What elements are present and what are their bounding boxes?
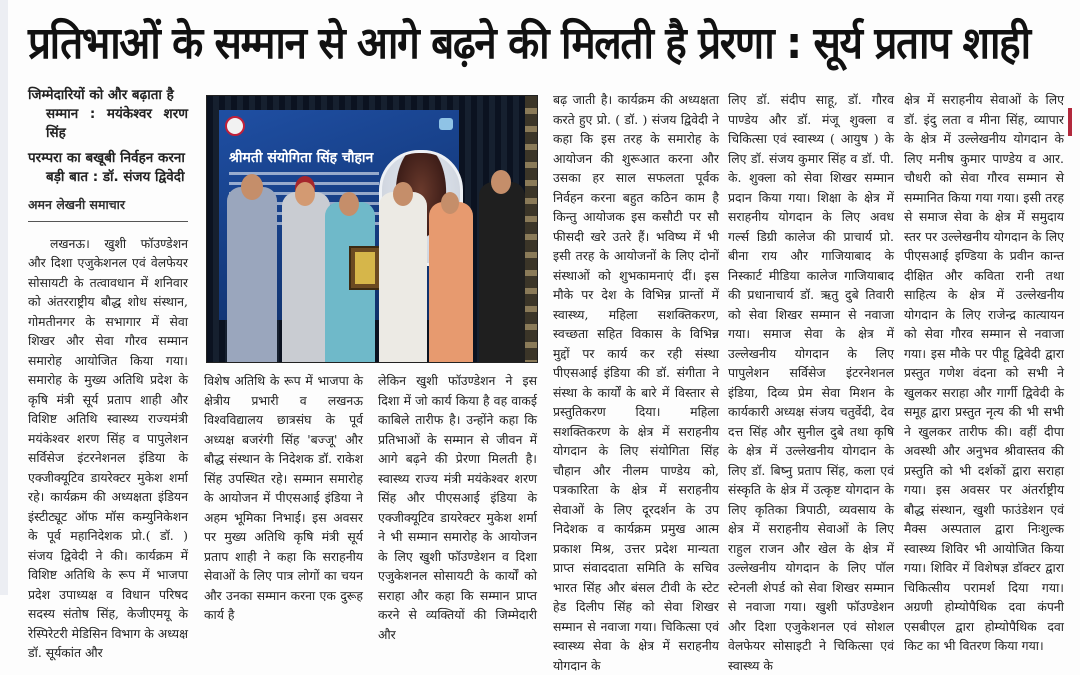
event-photo bbox=[206, 95, 538, 363]
headline: प्रतिभाओं के सम्मान से आगे बढ़ने की मिलती है प्रेरणा : सूर्य प्रताप शाही bbox=[28, 18, 1030, 69]
award-plaque bbox=[349, 246, 381, 290]
column-6 bbox=[904, 90, 1064, 656]
person-4-head bbox=[393, 182, 413, 206]
banner-title: श्रीमती संयोगिता सिंह चौहान bbox=[229, 150, 374, 166]
article-text-col3: लेकिन खुशी फॉउण्डेशन ने इस दिशा में जो कार्य किया है वह वाकई काबिले तारीफ है। उन्होंने कहा कि प्रतिभाओं के सम्मान से जीवन में आगे बढ़ने की प्रेरणा मिलती है। स्वास्थ्य राज्य मंत्री मयंकेश्वर शरण सिंह और पीएसआई इंडिया के एक्जीक्यूटिव डायरेक्टर मुकेश शर्मा ने भी सम्मान समारोह के आयोजन के लिए खुशी फॉउण्डेशन व दिशा एजुकेशनल सोसायटी के कार्यों को सराहा और कहा कि सम्मान प्राप्त करने से व्यक्तियों की जिम्मेदारी और bbox=[378, 373, 537, 642]
person-2 bbox=[282, 192, 330, 362]
person-3-head bbox=[339, 192, 359, 216]
subheading-1 bbox=[28, 86, 188, 143]
subheading-1-line2: सम्मान : मयंकेश्वर शरण सिंह bbox=[46, 106, 188, 141]
article-text-col6: क्षेत्र में सराहनीय सेवाओं के लिए डॉ. इंदु लता व मीना सिंह, व्यापार के क्षेत्र में उल्लेखनीय योगदान के लिए मनीष कुमार पाण्डेय व आर. चौधरी को सेवा गौरव सम्मान से सम्मानित किया गया गया। इसी तरह से समाज सेवा के क्षेत्र में समुदाय स्तर पर उल्लेखनीय योगदान के लिए पीएसआई इण्डिया के प्रवीन कान्त दीक्षित और कविता रानी तथा साहित्य के क्षेत्र में उल्लेखनीय योगदान के लिए राजेन्द्र कात्यायन को सेवा गौरव सम्मान से नवाजा गया। इस मौके पर पीहू द्विवेदी द्वारा प्रस्तुत गणेश वंदना को सभी ने खुलकर सराहा और गार्गी द्विवेदी के समूह द्वारा प्रस्तुत नृत्य की भी सभी ने खुलकर तारीफ की। वहीं दीपा अवस्थी और अनुभव श्रीवास्तव की प्रस्तुति को भी दर्शकों द्वारा सराहा गया। इस अवसर पर अंतर्राष्ट्रीय बौद्ध संस्थान, खुशी फाउंडेशन एवं मैक्स अस्पताल द्वारा निःशुल्क स्वास्थ्य शिविर भी आयोजित किया गया। शिविर में विशेषज्ञ डॉक्टर द्वारा चिकित्सीय परामर्श दिया गया। अग्रणी होम्योपैथिक दवा कंपनी एसबीएल द्वारा होम्योपैथिक दवा किट का भी वितरण किया गया। bbox=[904, 92, 1064, 653]
subheading-2 bbox=[28, 149, 188, 187]
adjacent-article-edge bbox=[1068, 108, 1072, 136]
column-3 bbox=[378, 371, 537, 644]
column-1 bbox=[28, 86, 188, 663]
person-6-head bbox=[491, 170, 511, 194]
person-5-head bbox=[441, 192, 459, 214]
person-2-head bbox=[295, 182, 315, 206]
subheading-2-line2: बड़ी बात : डॉ. संजय द्विवेदी bbox=[46, 169, 185, 185]
page-edge bbox=[0, 0, 8, 595]
stage-side bbox=[525, 96, 537, 362]
institute-logo-icon bbox=[439, 118, 453, 130]
article-text-col4: बढ़ जाती है। कार्यक्रम की अध्यक्षता करते हुए प्रो. ( डॉ. ) संजय द्विवेदी ने कहा कि इस तरह के समारोह के आयोजन की शुरूआत करना और उसका हर साल सफलता पूर्वक निर्वहन करना बहुत कठिन काम है किन्तु आयोजक इस कसौटी पर सौ फीसदी खरे उतरे हैं। भविष्य में भी इसी तरह के आयोजनों के लिए दोनों संस्थाओं को शुभकामनाएं दीं। इस मौके पर देश के विभिन्न प्रान्तों में स्वास्थ्य, महिला सशक्तिकरण, स्वच्छता सहित विकास के विभिन्न मुद्दों पर कार्य कर रही संस्था पीएसआई इंडिया की डॉ. संगीता ने संस्था के कार्यों के बारे में विस्तार से प्रस्तुतिकरण दिया। महिला सशक्तिकरण के क्षेत्र में सराहनीय योगदान के लिए संयोगिता सिंह चौहान और नीलम पाण्डेय को, पत्रकारिता के क्षेत्र में सराहनीय सेवाओं के लिए दूरदर्शन के उप निदेशक व कार्यक्रम प्रमुख आत्म प्रकाश मिश्र, उत्तर प्रदेश मान्यता प्राप्त संवाददाता समिति के सचिव भारत सिंह और बंसल टीवी के स्टेट हेड दिलीप सिंह को सेवा शिखर सम्मान से नवाजा गया। चिकित्सा एवं स्वास्थ्य सेवा के क्षेत्र में सराहनीय योगदान के bbox=[553, 92, 719, 673]
person-1 bbox=[227, 187, 277, 362]
byline: अमन लेखनी समाचार bbox=[28, 195, 188, 222]
column-5 bbox=[728, 90, 894, 675]
organization-logo-icon bbox=[225, 116, 245, 136]
person-1-head bbox=[241, 174, 263, 200]
subheading-2-line1: परम्परा का बखूबी निर्वहन करना bbox=[28, 150, 185, 166]
article-text-col2: विशेष अतिथि के रूप में भाजपा के क्षेत्रीय प्रभारी व लखनऊ विश्वविद्यालय छात्रसंघ के पूर्व अध्यक्ष बजरंगी सिंह 'बज्जू' और बौद्ध संस्थान के निदेशक डॉ. राकेश सिंह उपस्थित रहे। सम्मान समारोह के आयोजन में पीएसआई इंडिया ने अहम भूमिका निभाई। इस अवसर पर मुख्य अतिथि कृषि मंत्री सूर्य प्रताप शाही ने कहा कि सराहनीय सेवाओं के लिए पात्र लोगों का चयन और उनका सम्मान करना एक दुरूह कार्य है bbox=[204, 373, 363, 622]
article-text-col1: लखनऊ। खुशी फॉउण्डेशन और दिशा एजुकेशनल एवं वेलफेयर सोसायटी के तत्वावधान में शनिवार को अंतरराष्ट्रीय बौद्ध शोध संस्थान, गोमतीनगर के सभागार में सेवा शिखर और सेवा गौरव सम्मान समारोह आयोजित किया गया। समारोह के मुख्य अतिथि प्रदेश के कृषि मंत्री सूर्य प्रताप शाही और विशिष्ट अतिथि स्वास्थ्य राज्यमंत्री मयंकेश्वर शरण सिंह व पापुलेशन सर्विसेज इंटरनेशनल इंडिया के एक्जीक्यूटिव डायरेक्टर मुकेश शर्मा रहे। कार्यक्रम की अध्यक्षता इंडियन इंस्टीट्यूट ऑफ मॉस कम्युनिकेशन के पूर्व महानिदेशक प्रो.( डॉ. ) संजय द्विवेदी ने की। कार्यक्रम में विशिष्ट अतिथि के रूप में भाजपा प्रदेश उपाध्यक्ष व विधान परिषद सदस्य संतोष सिंह, केजीएमयू के रेस्पिरेटरी मेडिसिन विभाग के अध्यक्ष डॉ. सूर्यकांत और bbox=[28, 235, 188, 660]
person-5 bbox=[429, 202, 473, 362]
person-6 bbox=[479, 182, 525, 362]
column-4 bbox=[553, 90, 719, 675]
column-2 bbox=[204, 371, 363, 625]
person-4 bbox=[379, 192, 427, 362]
article-text-col5: लिए डॉ. संदीप साहू, डॉ. गौरव पाण्डेय और डॉ. मंजू शुक्ला व चिकित्सा एवं स्वास्थ्य ( आयुष ) के लिए डॉ. संजय कुमार सिंह व डॉ. पी. के. शुक्ला को सेवा शिखर सम्मान प्रदान किया गया। शिक्षा के क्षेत्र में सराहनीय योगदान के लिए अवध गर्ल्स डिग्री कालेज की प्राचार्य प्रो. बीना राय और गाजियाबाद के निस्कार्ट मीडिया कालेज गाजियाबाद की प्रधानाचार्य डॉ. ऋतु दुबे तिवारी को सेवा शिखर सम्मान से नवाजा गया। समाज सेवा के क्षेत्र में उल्लेखनीय योगदान के लिए पापुलेशन सर्विसेज इंटरनेशनल इंडिया, दिव्य प्रेम सेवा मिशन के कार्यकारी अध्यक्ष संजय चतुर्वेदी, देव दत्त सिंह और सुनील दुबे तथा कृषि के क्षेत्र में उल्लेखनीय योगदान के लिए डॉ. बिष्नु प्रताप सिंह, कला एवं संस्कृति के क्षेत्र में उत्कृष्ट योगदान के लिए कृतिका त्रिपाठी, व्यवसाय के क्षेत्र में सराहनीय सेवाओं के लिए राहुल राजन और खेल के क्षेत्र में उल्लेखनीय योगदान के लिए पॉल स्टेनली शेपर्ड को सेवा शिखर सम्मान से नवाजा गया। खुशी फॉउण्डेशन और दिशा एजुकेशनल एवं सोशल वेलफेयर सोसाइटी ने चिकित्सा एवं स्वास्थ्य के bbox=[728, 92, 894, 673]
subheading-1-line1: जिम्मेदारियों को और बढ़ाता है bbox=[28, 87, 174, 103]
